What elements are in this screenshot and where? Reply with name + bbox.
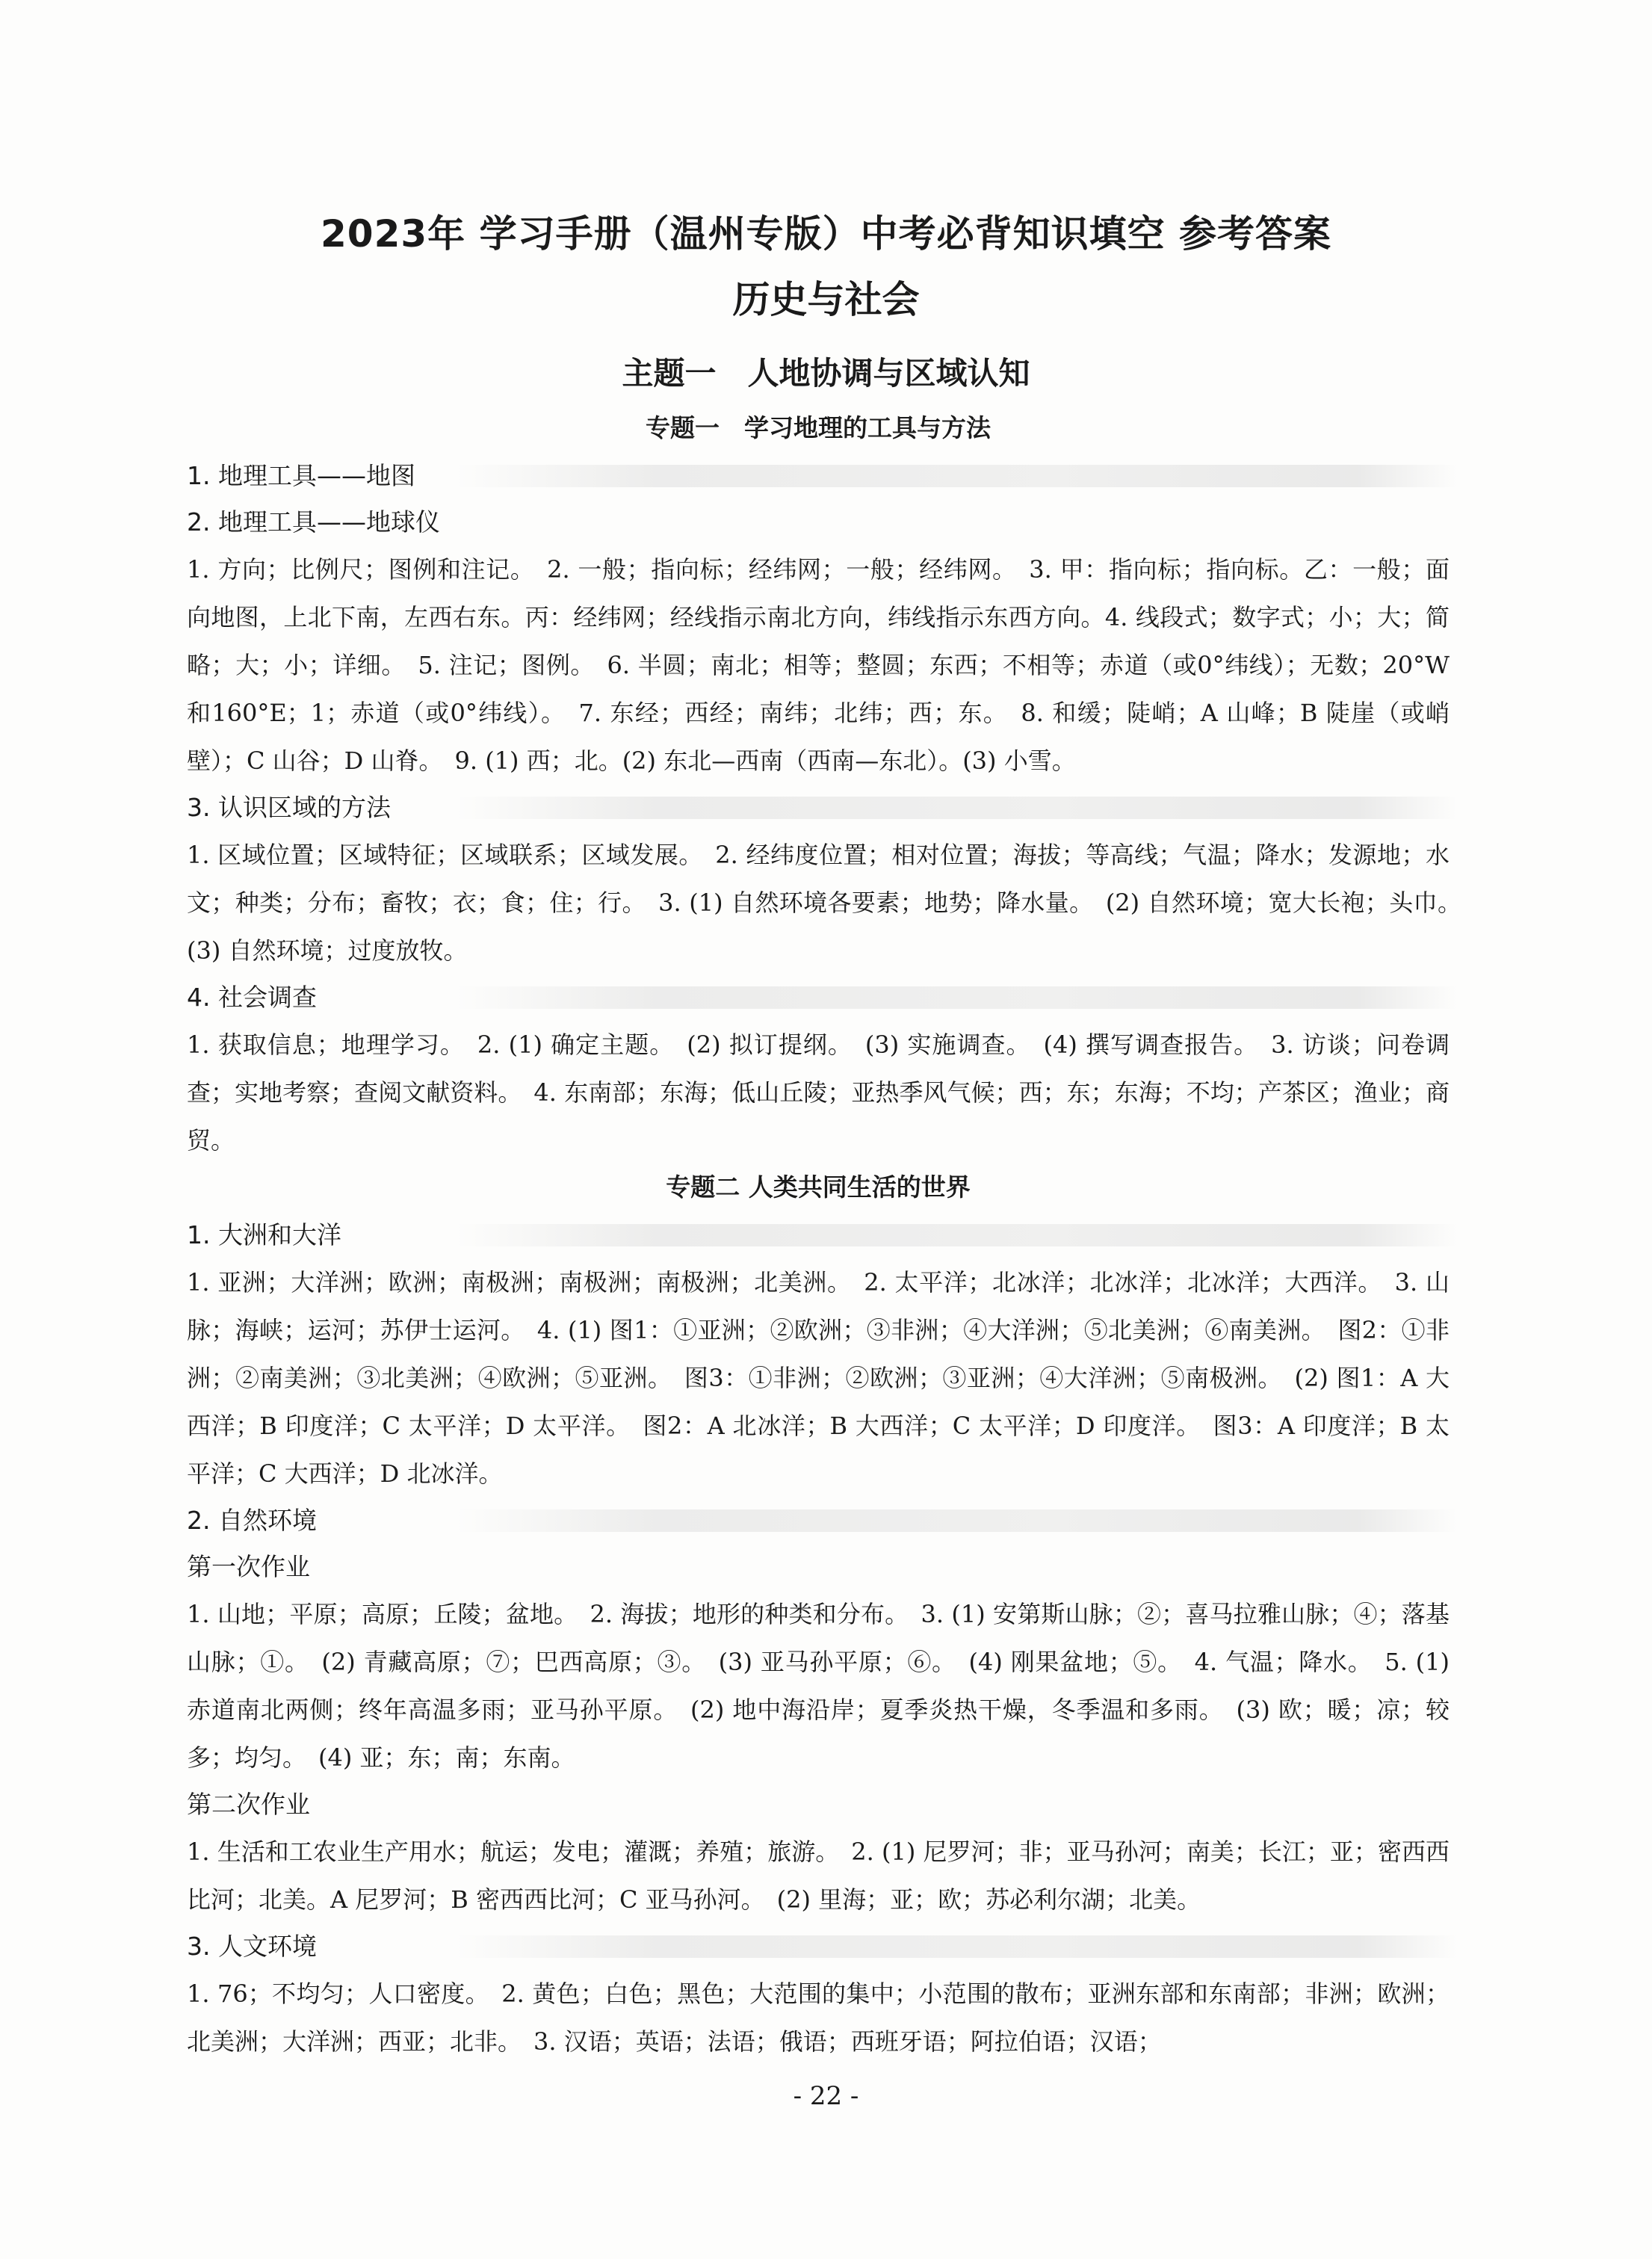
scan-shading xyxy=(456,1224,1457,1246)
page-number: - 22 - xyxy=(793,2081,859,2111)
section-heading-text: 1. 地理工具——地图 xyxy=(187,461,415,490)
section-heading-text: 2. 地理工具——地球仪 xyxy=(187,507,440,537)
answer-content xyxy=(187,410,1474,2065)
answer-paragraph: 1. 区域位置；区域特征；区域联系；区域发展。 2. 经纬度位置；相对位置；海拔；等高线；气温；降水；发源地；水文；种类；分布；畜牧；衣；食；住；行。 3. (1) 自然环境各要素；地势；降水量。 (2) 自然环境；宽大长袍；头巾。 (3) 自然环境；过度放牧。 xyxy=(187,841,1474,965)
section xyxy=(187,785,1474,974)
answer-paragraph: 1. 获取信息；地理学习。 2. (1) 确定主题。 (2) 拟订提纲。 (3) 实施调查。 (4) 撰写调查报告。 3. 访谈；问卷调查；实地考察；查阅文献资料。 4. 东南部；东海；低山丘陵；亚热季风气候；西；东；东海；不均；产茶区；渔业；商贸。 xyxy=(187,1030,1450,1155)
document-title: 2023年 学习手册（温州专版）中考必背知识填空 参考答案 xyxy=(321,212,1331,256)
section-heading xyxy=(187,1498,1450,1544)
section-heading xyxy=(187,453,1450,499)
section-heading-text: 3. 人文环境 xyxy=(187,1932,317,1961)
subsection-heading: 第二次作业 xyxy=(187,1790,310,1819)
scan-shading xyxy=(456,797,1457,819)
section-heading xyxy=(187,785,1450,831)
answer-paragraph: 1. 生活和工农业生产用水；航运；发电；灌溉；养殖；旅游。 2. (1) 尼罗河；非；亚马孙河；南美；长江；亚；密西西比河；北美。A 尼罗河；B 密西西比河；C 亚马孙河。 (2) 里海；亚；欧；苏必利尔湖；北美。 xyxy=(187,1838,1450,1914)
section-heading-text: 3. 认识区域的方法 xyxy=(187,793,391,822)
section-heading xyxy=(187,1923,1450,1970)
answer-paragraph: 1. 亚洲；大洋洲；欧洲；南极洲；南极洲；南极洲；北美洲。 2. 太平洋；北冰洋；北冰洋；北冰洋；大西洋。 3. 山脉；海峡；运河；苏伊士运河。 4. (1) 图1：①亚洲；②欧洲；③非洲；④大洋洲；⑤北美洲；⑥南美洲。 图2：①非洲；②南美洲；③北美洲；④欧洲；⑤亚洲。 图3：①非洲；②欧洲；③亚洲；④大洋洲；⑤南极洲。 (2) 图1：A 大西洋；B 印度洋；C 太平洋；D 太平洋。 图2：A 北冰洋；B 大西洋；C 太平洋；D 印度洋。 图3：A 印度洋；B 太平洋；C 大西洋；D 北冰洋。 xyxy=(187,1268,1450,1488)
subject-title: 历史与社会 xyxy=(732,278,920,321)
section-heading-text: 4. 社会调查 xyxy=(187,983,317,1012)
section xyxy=(187,1212,1450,1498)
topic-title: 专题一 学习地理的工具与方法 xyxy=(646,413,991,442)
section-heading-text: 2. 自然环境 xyxy=(187,1506,317,1535)
section xyxy=(187,499,1450,785)
title-block xyxy=(0,208,1652,396)
section-heading xyxy=(187,499,1450,546)
section-heading xyxy=(187,1212,1450,1258)
theme-title: 主题一 人地协调与区域认知 xyxy=(622,355,1030,392)
answer-paragraph: 1. 山地；平原；高原；丘陵；盆地。 2. 海拔；地形的种类和分布。 3. (1) 安第斯山脉；②；喜马拉雅山脉；④；落基山脉；①。 (2) 青藏高原；⑦；巴西高原；③。 (3) 亚马孙平原；⑥。 (4) 刚果盆地；⑤。 4. 气温；降水。 5. (1) 赤道南北两侧；终年高温多雨；亚马孙平原。 (2) 地中海沿岸；夏季炎热干燥，冬季温和多雨。 (3) 欧；暖；凉；较多；均匀。 (4) 亚；东；南；东南。 xyxy=(187,1600,1450,1772)
section xyxy=(187,1923,1450,2065)
section xyxy=(187,974,1450,1164)
answer-paragraph: 1. 方向；比例尺；图例和注记。 2. 一般；指向标；经纬网；一般；经纬网。 3. 甲：指向标；指向标。乙：一般；面向地图，上北下南，左西右东。丙：经纬网；经线指示南北方向，纬线指示东西方向。4. 线段式；数字式；小；大；简略；大；小；详细。 5. 注记；图例。 6. 半圆；南北；相等；整圆；东西；不相等；赤道（或0°纬线）；无数；20°W和160°E；1；赤道（或0°纬线）。 7. 东经；西经；南纬；北纬；西；东。 8. 和缓；陡峭；A 山峰；B 陡崖（或峭壁）；C 山谷；D 山脊。 9. (1) 西；北。(2) 东北—西南（西南—东北）。(3) 小雪。 xyxy=(187,555,1450,775)
scan-shading xyxy=(456,1935,1457,1958)
section xyxy=(187,453,1450,499)
scan-shading xyxy=(456,986,1457,1009)
scan-shading xyxy=(456,1509,1457,1532)
topic-title: 专题二 人类共同生活的世界 xyxy=(666,1172,971,1202)
answer-paragraph: 1. 76；不均匀；人口密度。 2. 黄色；白色；黑色；大范围的集中；小范围的散布；亚洲东部和东南部；非洲；欧洲；北美洲；大洋洲；西亚；北非。 3. 汉语；英语；法语；俄语；西班牙语；阿拉伯语；汉语； xyxy=(187,1980,1450,2056)
section xyxy=(187,1498,1450,1923)
section-heading xyxy=(187,974,1450,1021)
subsection-heading: 第一次作业 xyxy=(187,1552,310,1581)
scan-shading xyxy=(456,465,1457,487)
section-heading-text: 1. 大洲和大洋 xyxy=(187,1220,341,1249)
